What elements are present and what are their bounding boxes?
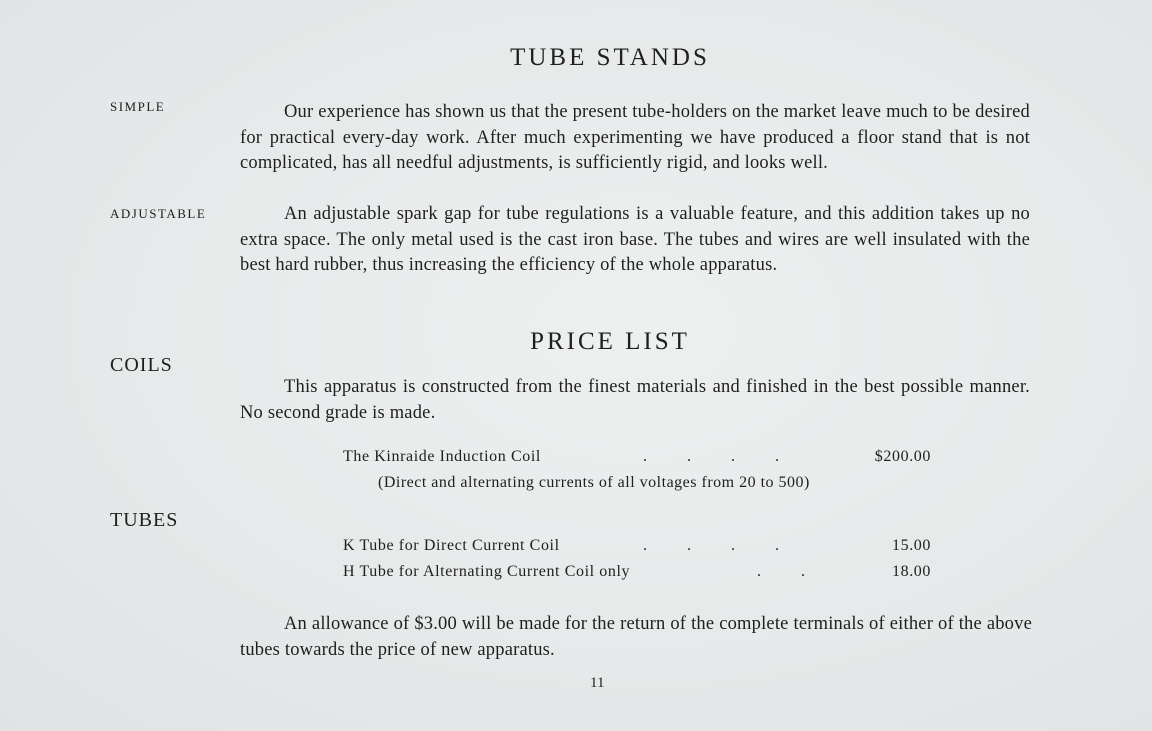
margin-note-adjustable: ADJUSTABLE [110, 206, 207, 221]
item-price: 18.00 [892, 563, 931, 580]
item-name: K Tube for Direct Current Coil [343, 537, 560, 554]
paragraph-allowance: An allowance of $3.00 will be made for the return of the complete terminals of either of the above tubes towards the price of new apparatus. [240, 614, 1032, 660]
item-price: $200.00 [874, 448, 931, 465]
item-name: H Tube for Alternating Current Coil only [343, 563, 631, 580]
price-row-k-tube [343, 537, 931, 559]
price-row-coil [343, 448, 931, 470]
item-price: 15.00 [892, 537, 931, 554]
section-title: TUBE STANDS [510, 44, 710, 71]
paragraph-spark-gap: An adjustable spark gap for tube regulations is a valuable feature, and this addition takes up no extra space. The only metal used is the cast iron base. The tubes and wires are well insulated with the best hard rubber, thus increasing the efficiency of the whole apparatus. [240, 204, 1030, 275]
paragraph-tube-holders: Our experience has shown us that the present tube-holders on the market leave much to be desired for practical every-day work. After much experimenting we have produced a floor stand that is not complicated, has all needful adjustments, is sufficiently rigid, and looks well. [240, 102, 1030, 173]
item-name: The Kinraide Induction Coil [343, 448, 541, 465]
price-row-h-tube [343, 563, 931, 585]
margin-note-tubes: TUBES [110, 509, 179, 531]
page-number: 11 [590, 675, 605, 691]
margin-note-coils: COILS [110, 354, 173, 376]
price-list-heading: PRICE LIST [530, 328, 690, 355]
margin-note-simple: SIMPLE [110, 99, 166, 114]
coil-note: (Direct and alternating currents of all voltages from 20 to 500) [378, 474, 810, 491]
paragraph-construction: This apparatus is constructed from the finest materials and finished in the best possible manner. No second grade is made. [240, 377, 1030, 423]
leader-dots: . . . . [643, 537, 779, 554]
leader-dots: . . [757, 563, 805, 580]
leader-dots: . . . . [643, 448, 779, 465]
